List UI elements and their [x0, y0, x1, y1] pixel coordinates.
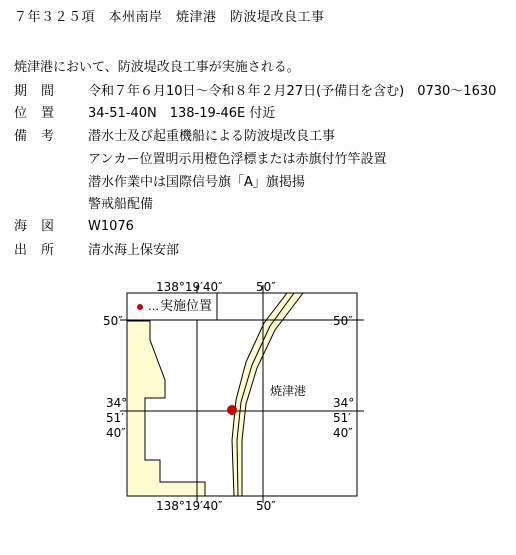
value-period: 令和７年６月10日～令和８年２月27日(予備日を含む) 0730～1630 — [88, 84, 497, 99]
lat-min-left: 51′ — [106, 411, 124, 425]
notice-title: ７年３２５項 本州南岸 焼津港 防波堤改良工事 — [14, 10, 325, 25]
notice-lead: 焼津港において、防波堤改良工事が実施される。 — [14, 60, 300, 75]
value-remarks-2: アンカー位置明示用橙色浮標または赤旗付竹竿設置 — [88, 152, 387, 167]
lat-sec-left: 40″ — [106, 426, 126, 440]
label-source: 出所 — [14, 243, 69, 258]
lat-sec-right: 40″ — [333, 426, 353, 440]
label-remarks: 備考 — [14, 129, 69, 144]
value-remarks-4: 警戒船配備 — [88, 197, 154, 212]
label-chart: 海図 — [14, 219, 69, 234]
value-source: 清水海上保安部 — [88, 243, 180, 258]
port-name-label: 焼津港 — [270, 384, 307, 398]
work-location-marker — [227, 405, 237, 415]
value-chart: W1076 — [88, 219, 134, 234]
value-remarks-1: 潜水士及び起重機船による防波堤改良工事 — [88, 129, 336, 144]
lon-bottom-1: 138°19′40″ — [156, 499, 223, 513]
lat-deg-right: 34° — [333, 396, 355, 410]
legend-marker — [137, 304, 143, 310]
legend-label: 実施位置 — [160, 299, 213, 314]
label-period: 期間 — [14, 84, 69, 99]
lon-top-1: 138°19′40″ — [156, 280, 223, 294]
value-remarks-3: 潜水作業中は国際信号旗「A」旗掲揚 — [88, 175, 305, 190]
lat-50-left: 50″ — [103, 314, 123, 328]
legend-dots: … — [148, 300, 159, 313]
lat-min-right: 51′ — [333, 411, 351, 425]
value-position: 34-51-40N 138-19-46E 付近 — [88, 106, 276, 121]
lon-top-2: 50″ — [256, 280, 276, 294]
label-position: 位置 — [14, 106, 69, 121]
lat-50-right: 50″ — [333, 314, 353, 328]
lat-deg-left: 34° — [106, 396, 128, 410]
lon-bottom-2: 50″ — [256, 499, 276, 513]
